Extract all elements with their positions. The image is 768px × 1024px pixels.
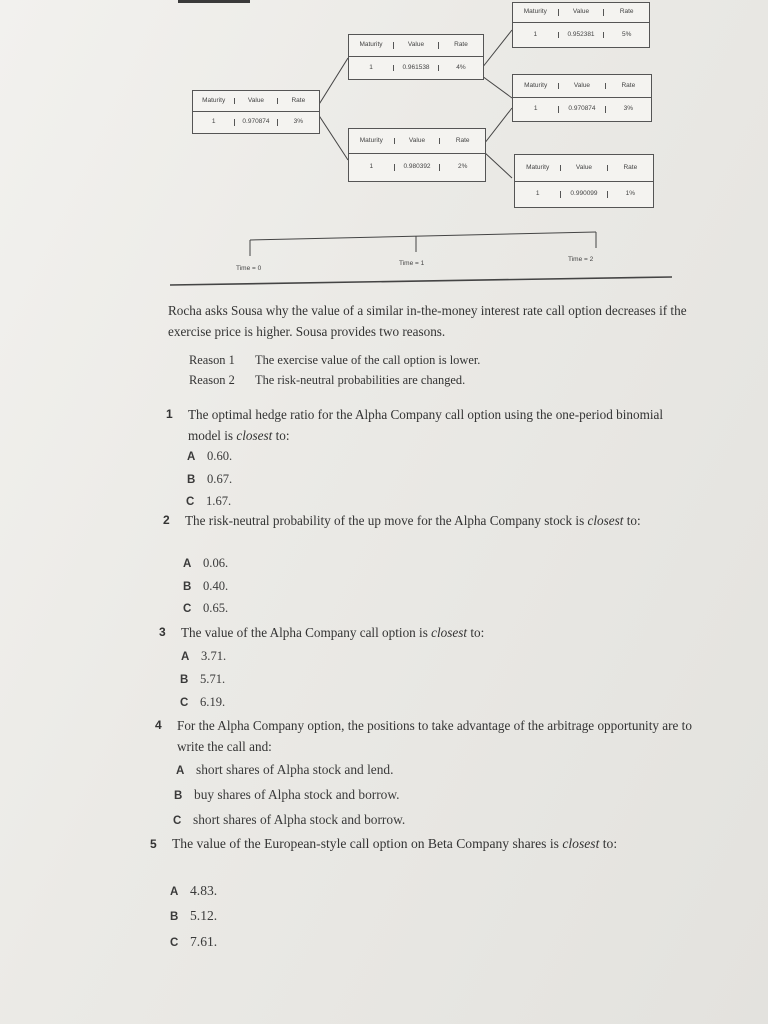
rate-cell: 3% bbox=[605, 106, 651, 113]
maturity-header: Maturity bbox=[524, 81, 548, 89]
rate-header: Rate bbox=[277, 98, 319, 105]
q5-option-b[interactable] bbox=[170, 908, 217, 924]
option-letter: A bbox=[183, 558, 192, 570]
option-letter: C bbox=[173, 815, 182, 827]
question-text: For the Alpha Company option, the positions to take advantage of the arbitrage opportunity are to write the call and: bbox=[177, 718, 692, 754]
question-number: 4 bbox=[155, 718, 162, 732]
maturity-cell: 1 bbox=[211, 118, 216, 126]
option-letter: B bbox=[187, 474, 196, 486]
q3-option-a[interactable] bbox=[181, 649, 226, 664]
q3-option-c[interactable] bbox=[180, 695, 225, 710]
option-letter: C bbox=[180, 697, 189, 709]
option-letter: A bbox=[187, 451, 196, 463]
q3-option-b[interactable] bbox=[180, 672, 225, 687]
question-text-end: to: bbox=[272, 428, 290, 443]
value-cell: 0.970874 bbox=[558, 106, 604, 113]
value-header: Value bbox=[560, 165, 606, 172]
question-number: 3 bbox=[159, 625, 166, 639]
rate-header: Rate bbox=[607, 165, 653, 172]
value-cell: 0.990099 bbox=[560, 191, 606, 198]
maturity-cell: 1 bbox=[369, 163, 374, 171]
bond-node-t1-up bbox=[348, 34, 484, 80]
value-header: Value bbox=[234, 98, 276, 105]
rate-header: Rate bbox=[605, 83, 651, 90]
value-cell: 0.961538 bbox=[393, 65, 438, 72]
q4-option-a[interactable] bbox=[176, 762, 393, 778]
maturity-header: Maturity bbox=[202, 96, 226, 104]
option-letter: B bbox=[183, 581, 192, 593]
question-emphasis: closest bbox=[562, 836, 600, 851]
maturity-cell: 1 bbox=[533, 105, 538, 113]
rate-cell: 4% bbox=[438, 65, 483, 72]
option-text: 0.40. bbox=[203, 579, 229, 593]
question-2 bbox=[163, 510, 675, 531]
option-text: 3.71. bbox=[201, 649, 227, 663]
value-cell: 0.970874 bbox=[234, 119, 276, 126]
question-3 bbox=[159, 622, 681, 643]
option-text: 6.19. bbox=[200, 695, 226, 709]
q1-option-c[interactable] bbox=[186, 494, 231, 509]
option-letter: A bbox=[170, 886, 179, 898]
option-letter: B bbox=[174, 790, 183, 802]
reason-label: Reason 2 bbox=[189, 373, 235, 387]
value-header: Value bbox=[558, 9, 604, 16]
bond-node-t1-down bbox=[348, 128, 486, 182]
reason-text: The risk-neutral probabilities are changed. bbox=[255, 373, 466, 387]
q5-option-a[interactable] bbox=[170, 883, 217, 899]
question-1 bbox=[166, 404, 678, 446]
option-text: buy shares of Alpha stock and borrow. bbox=[194, 787, 400, 802]
time-label-2: Time = 2 bbox=[568, 256, 594, 263]
option-letter: C bbox=[183, 603, 192, 615]
question-5 bbox=[150, 833, 692, 855]
value-header: Value bbox=[393, 42, 438, 49]
question-text-end: to: bbox=[623, 513, 641, 528]
question-emphasis: closest bbox=[431, 625, 468, 640]
question-text-end: to: bbox=[599, 836, 618, 851]
reason-1 bbox=[189, 353, 480, 368]
maturity-header: Maturity bbox=[359, 41, 383, 49]
intro-paragraph: Rocha asks Sousa why the value of a similar in-the-money interest rate call option decreases if the exercise price is higher. Sousa provides two reasons. bbox=[168, 303, 687, 339]
rate-cell: 3% bbox=[277, 119, 319, 126]
rate-cell: 5% bbox=[603, 32, 649, 39]
option-text: 5.12. bbox=[190, 908, 218, 923]
rate-cell: 1% bbox=[607, 191, 653, 198]
time-label-0: Time = 0 bbox=[236, 265, 262, 272]
bond-node-t2-dd bbox=[514, 154, 654, 208]
option-letter: A bbox=[181, 651, 190, 663]
value-header: Value bbox=[394, 138, 440, 145]
value-header: Value bbox=[558, 83, 604, 90]
time-label-1: Time = 1 bbox=[399, 260, 425, 267]
maturity-cell: 1 bbox=[369, 63, 373, 71]
option-text: 1.67. bbox=[206, 494, 232, 508]
option-text: 0.60. bbox=[207, 449, 233, 463]
maturity-header: Maturity bbox=[526, 163, 550, 171]
option-text: 0.06. bbox=[203, 556, 229, 570]
question-number: 1 bbox=[166, 407, 173, 421]
maturity-cell: 1 bbox=[533, 30, 538, 38]
q2-option-b[interactable] bbox=[183, 579, 228, 594]
option-text: 0.65. bbox=[203, 601, 229, 615]
option-text: short shares of Alpha stock and lend. bbox=[196, 762, 394, 777]
bond-node-t2-uu bbox=[512, 2, 650, 48]
question-text-end: to: bbox=[467, 625, 485, 640]
question-text: The optimal hedge ratio for the Alpha Company call option using the one-period binomial model is bbox=[188, 407, 664, 443]
reason-label: Reason 1 bbox=[189, 353, 235, 367]
value-cell: 0.952381 bbox=[558, 32, 604, 39]
q4-option-c[interactable] bbox=[173, 812, 405, 828]
q4-option-b[interactable] bbox=[174, 787, 400, 803]
option-letter: A bbox=[176, 765, 185, 777]
maturity-header: Maturity bbox=[523, 8, 547, 16]
q1-option-a[interactable] bbox=[187, 449, 232, 464]
option-letter: C bbox=[186, 496, 195, 508]
q2-option-c[interactable] bbox=[183, 601, 228, 616]
option-letter: C bbox=[170, 937, 179, 949]
question-4 bbox=[155, 715, 692, 757]
question-text: The value of the Alpha Company call option is bbox=[181, 625, 432, 640]
question-number: 2 bbox=[163, 513, 170, 527]
maturity-cell: 1 bbox=[535, 190, 540, 198]
value-cell: 0.980392 bbox=[394, 164, 440, 171]
option-text: 0.67. bbox=[207, 472, 233, 486]
maturity-header: Maturity bbox=[359, 136, 383, 144]
rate-header: Rate bbox=[439, 138, 485, 145]
q5-option-c[interactable] bbox=[170, 934, 217, 950]
q1-option-b[interactable] bbox=[187, 472, 232, 487]
option-text: 7.61. bbox=[190, 934, 218, 949]
rate-header: Rate bbox=[438, 42, 483, 49]
option-text: 5.71. bbox=[200, 672, 226, 686]
rate-header: Rate bbox=[603, 9, 649, 16]
option-text: short shares of Alpha stock and borrow. bbox=[193, 812, 406, 827]
reason-text: The exercise value of the call option is lower. bbox=[255, 353, 481, 367]
option-letter: B bbox=[180, 674, 189, 686]
bond-node-t0 bbox=[192, 90, 320, 134]
rate-cell: 2% bbox=[439, 164, 485, 171]
bond-node-t2-ud bbox=[512, 74, 652, 122]
question-text: The value of the European-style call option on Beta Company shares is bbox=[172, 836, 563, 851]
reason-2 bbox=[189, 373, 465, 388]
question-emphasis: closest bbox=[587, 513, 624, 528]
q2-option-a[interactable] bbox=[183, 556, 228, 571]
question-text: The risk-neutral probability of the up move for the Alpha Company stock is bbox=[185, 513, 588, 528]
option-text: 4.83. bbox=[190, 883, 218, 898]
option-letter: B bbox=[170, 911, 179, 923]
question-number: 5 bbox=[150, 837, 157, 851]
question-emphasis: closest bbox=[236, 428, 273, 443]
